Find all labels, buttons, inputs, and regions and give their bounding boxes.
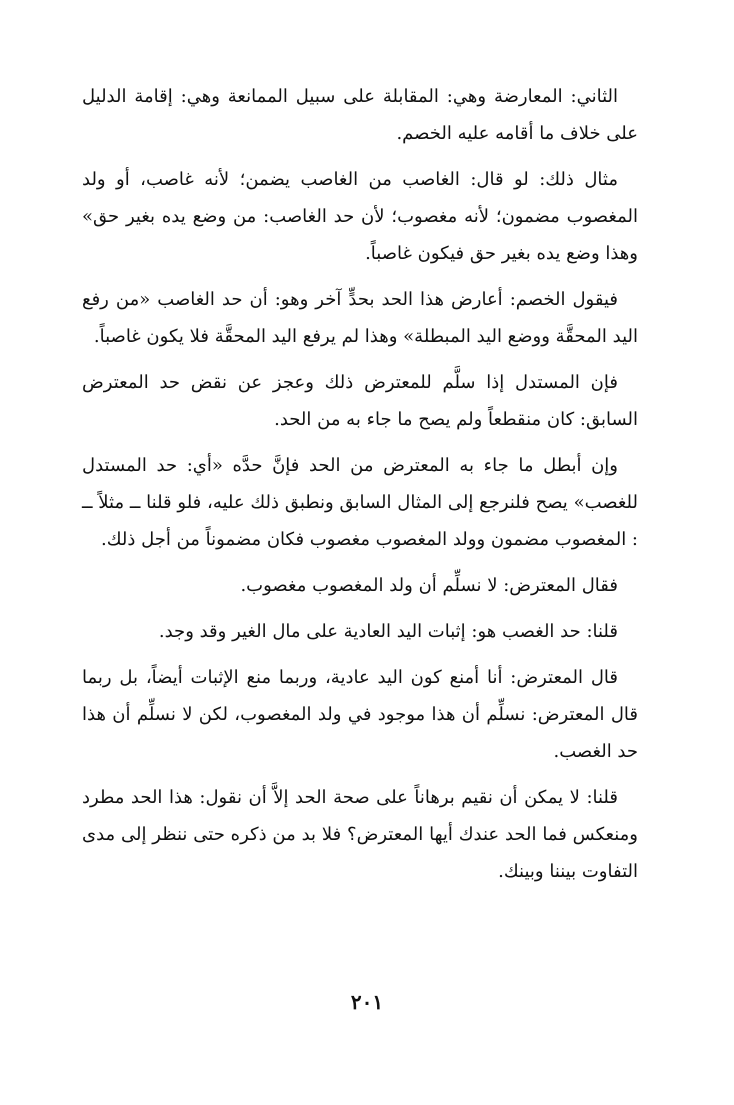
paragraph-example: مثال ذلك: لو قال: الغاصب من الغاصب يضمن؛ لأنه غاصب، أو ولد المغصوب مضمون؛ لأنه مغصوب؛ لأن حد الغاصب: من وضع يده بغير حق» وهذا وضع يده بغير حق فيكون غاصباً.	[82, 169, 638, 264]
paragraph-muarada-definition: الثاني: المعارضة وهي: المقابلة على سبيل الممانعة وهي: إقامة الدليل على خلاف ما أقامه عليه الخصم.	[82, 86, 638, 144]
paragraph-mutarid-says: فقال المعترض: لا نسلِّم أن ولد المغصوب مغصوب.	[240, 575, 618, 596]
paragraph-response: قلنا: لا يمكن أن نقيم برهاناً على صحة الحد إلاَّ أن نقول: هذا الحد مطرد ومنعكس فما الحد عندك أيها المعترض؟ فلا بد من ذكره حتى ننظر إلى مدى التفاوت بيننا وبينك.	[82, 787, 638, 882]
page-number: ٢٠١	[350, 990, 384, 1014]
paragraph-mustadill-concedes: فإن المستدل إذا سلَّم للمعترض ذلك وعجز عن نقض حد المعترض السابق: كان منقطعاً ولم يصح ما جاء به من الحد.	[82, 372, 638, 430]
paragraph-ghasb-definition: قلنا: حد الغصب هو: إثبات اليد العادية على مال الغير وقد وجد.	[158, 621, 618, 642]
page-body	[82, 78, 638, 899]
paragraph-mustadill-refutes: وإن أبطل ما جاء به المعترض من الحد فإنَّ حدَّه «أي: حد المستدل للغصب» يصح فلنرجع إلى المثال السابق ونطبق ذلك عليه، فلو قلنا ــ مثلاً ــ : المغصوب مضمون وولد المغصوب مغصوب فكان مضموناً من أجل ذلك.	[82, 455, 638, 550]
paragraph-opponent-objection: فيقول الخصم: أعارض هذا الحد بحدٍّ آخر وهو: أن حد الغاصب «من رفع اليد المحقَّة ووضع اليد المبطلة» وهذا لم يرفع اليد المحقَّة فلا يكون غاصباً.	[82, 289, 638, 347]
paragraph-mutarid-rejects: قال المعترض: أنا أمنع كون اليد عادية، وربما منع الإثبات أيضاً، بل ربما قال المعترض: نسلِّم أن هذا موجود في ولد المغصوب، لكن لا نسلِّم أن هذا حد الغصب.	[82, 667, 638, 762]
